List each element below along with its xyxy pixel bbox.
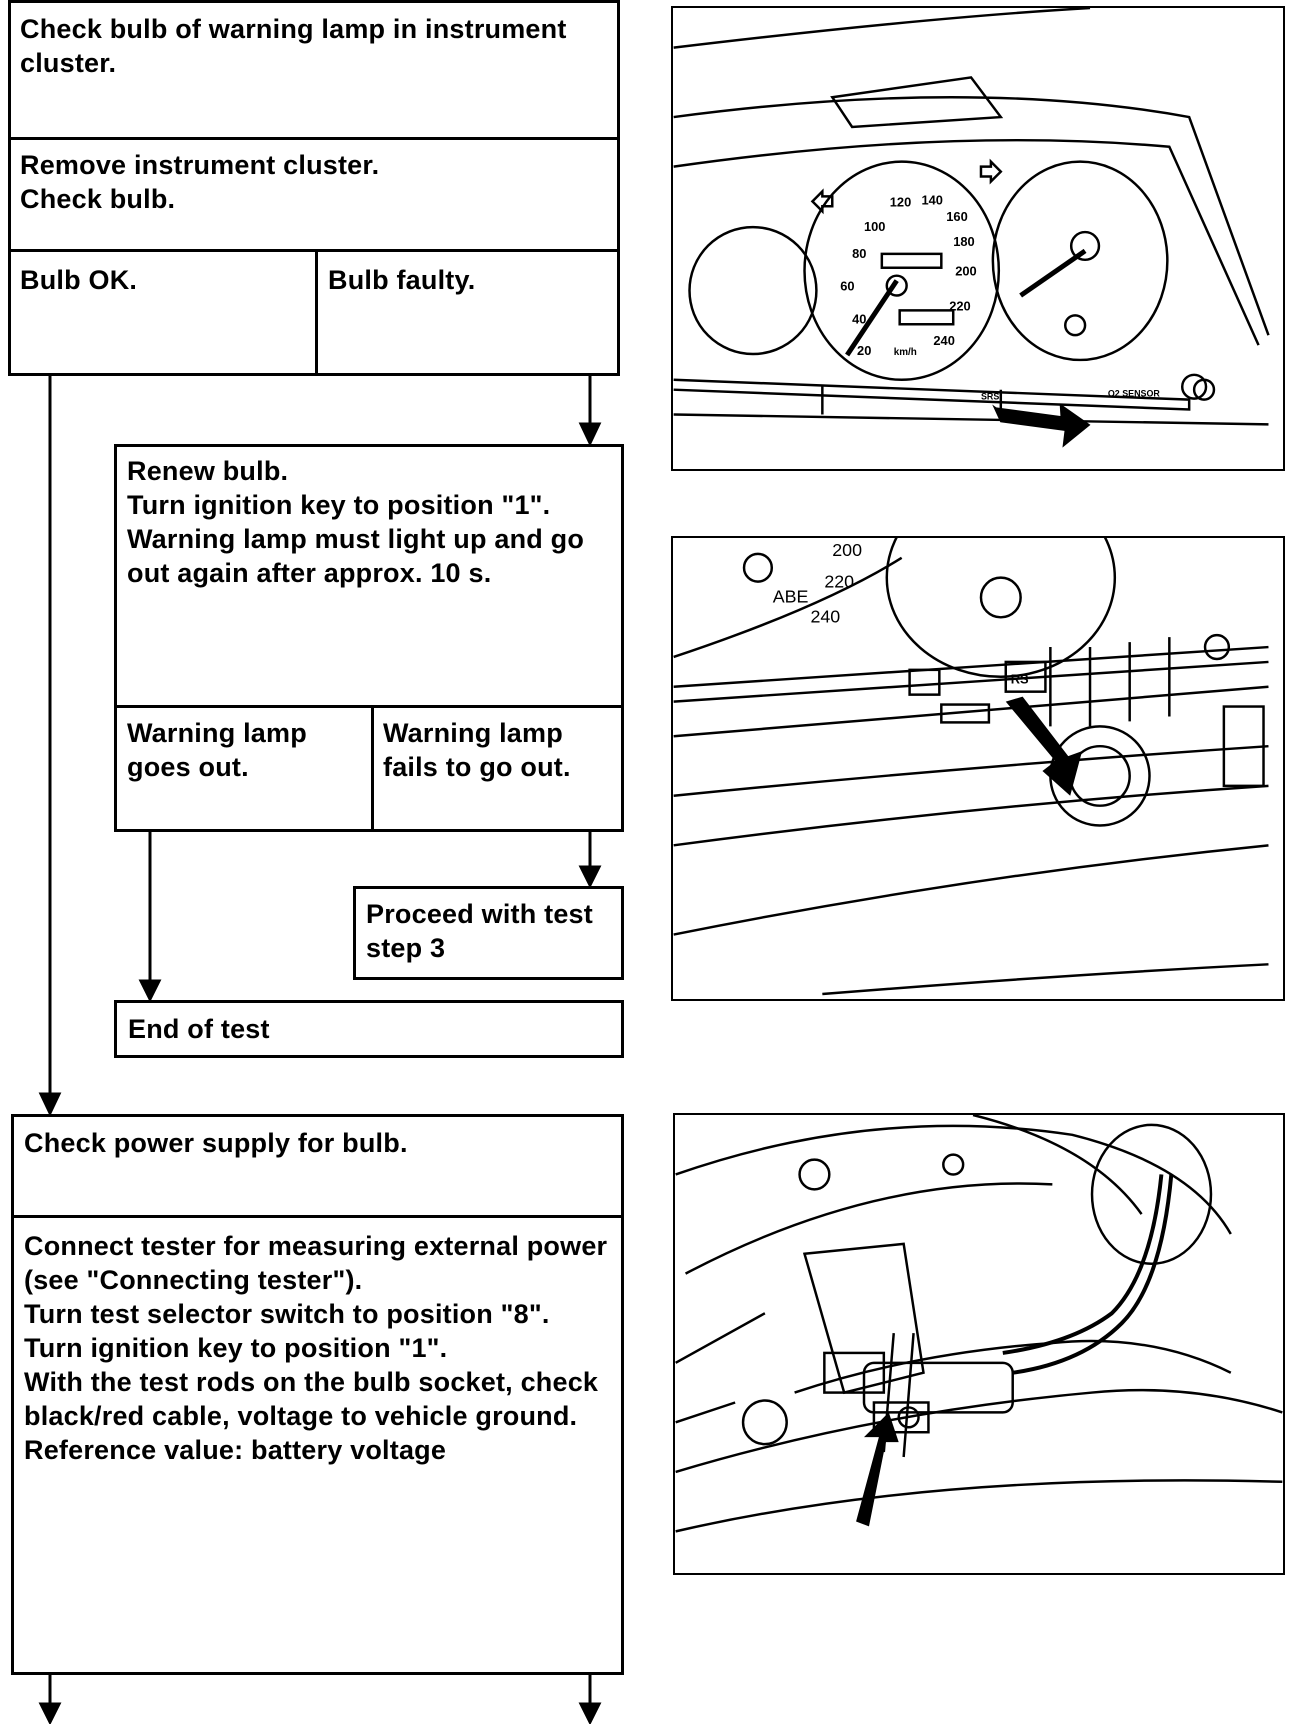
bulb-ok-text: Bulb OK. xyxy=(20,265,138,295)
arrow-fails-head xyxy=(581,867,599,885)
lamp-panel-drawing xyxy=(673,538,1283,999)
lamp-panel-illustration xyxy=(671,536,1285,1001)
arrow-bottom-left-head xyxy=(41,1704,59,1722)
srs-label: SRS xyxy=(980,391,1000,402)
cluster-pointer-arrow xyxy=(987,372,1091,465)
speedo-tick-60: 60 xyxy=(840,278,855,294)
arrow-bulb-faulty-head xyxy=(581,424,599,443)
socket-pointer-arrow xyxy=(856,1412,899,1526)
tachometer-circle xyxy=(993,162,1167,360)
detail-tick-220: 220 xyxy=(824,571,855,592)
speedo-tick-40: 40 xyxy=(852,311,867,327)
speedo-tick-120: 120 xyxy=(889,194,912,210)
speedo-tick-80: 80 xyxy=(852,245,867,261)
check-power-text: Check power supply for bulb. xyxy=(24,1128,408,1158)
speedo-unit: km/h xyxy=(893,346,917,358)
connect-tester-text: Connect tester for measuring external power (see "Connecting tester"). Turn test selector switch to position "8". Turn ignition key to position "1". With the test rods on the bulb socket, check black/red cable, voltage to vehicle ground. Reference value: battery voltage xyxy=(24,1231,608,1465)
speedo-tick-160: 160 xyxy=(946,209,968,225)
temp-gauge-circle xyxy=(690,227,817,354)
lamp-fails-text: Warning lamp fails to go out. xyxy=(383,718,571,782)
rs-label: RS xyxy=(1010,671,1029,687)
speedo-tick-140: 140 xyxy=(921,192,943,208)
steering-wheel-rim xyxy=(676,1126,1231,1234)
detail-tick-200: 200 xyxy=(832,539,863,560)
tacho-needle xyxy=(1021,251,1085,296)
arrow-bulb-ok-head xyxy=(41,1094,59,1113)
o2-sensor-label: O2 SENSOR xyxy=(1107,388,1160,399)
panel-pointer-arrow xyxy=(1006,697,1082,796)
speedo-tick-180: 180 xyxy=(953,233,975,249)
lamp-goes-out-text: Warning lamp goes out. xyxy=(127,718,307,782)
proceed-text: Proceed with test step 3 xyxy=(366,899,593,963)
arrow-goes-out-head xyxy=(141,981,159,999)
bulb-socket-drawing xyxy=(675,1115,1283,1573)
instrument-cluster-illustration xyxy=(671,6,1285,471)
speedo-tick-200: 200 xyxy=(955,263,977,279)
speedo-tick-240: 240 xyxy=(933,333,955,349)
remove-cluster-text: Remove instrument cluster. Check bulb. xyxy=(20,150,380,214)
speedo-tick-100: 100 xyxy=(863,219,886,235)
check-bulb-text: Check bulb of warning lamp in instrument cluster. xyxy=(20,14,567,78)
speedo-tick-20: 20 xyxy=(857,342,872,358)
speedo-tick-220: 220 xyxy=(949,298,971,314)
detail-tick-240: 240 xyxy=(810,606,841,627)
arrow-bottom-right-head xyxy=(581,1704,599,1722)
bulb-faulty-text: Bulb faulty. xyxy=(328,265,476,295)
abe-label: ABE xyxy=(772,586,809,607)
instrument-cluster-drawing xyxy=(673,8,1283,469)
bulb-socket-illustration xyxy=(673,1113,1285,1575)
detail-gauge-circle xyxy=(887,538,1115,677)
renew-bulb-text: Renew bulb. Turn ignition key to position "1". Warning lamp must light up and go out again after approx. 10 s. xyxy=(127,456,585,588)
end-of-test-text: End of test xyxy=(128,1014,270,1044)
